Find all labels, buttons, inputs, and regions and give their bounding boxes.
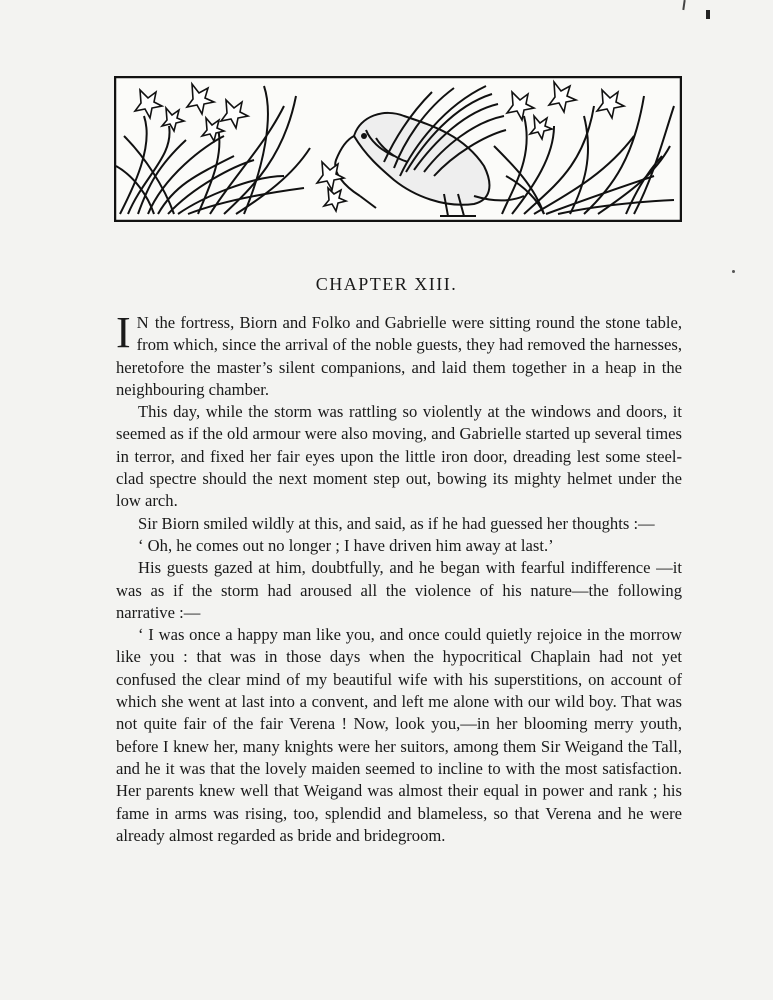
paragraph: His guests gazed at him, doubtfully, and he began with fearful indifference —it was as if the storm had aroused all the violence of his nature—the following narrative :— [116, 558, 682, 622]
first-word: N [136, 313, 150, 332]
paragraph-text: the fortress, Biorn and Folko and Gabrielle were sitting round the stone table, from which, since the arrival of the noble guests, they had removed the harnesses, heretofore the master’s silent companions, and laid them together in a heap in the neighbouring chamber. [116, 313, 682, 399]
paragraph: Sir Biorn smiled wildly at this, and said, as if he had guessed her thoughts :— [138, 513, 655, 533]
page-edge-mark [706, 10, 710, 19]
paragraph: ‘ I was once a happy man like you, and once could quietly rejoice in the morrow like you : that was in those days when the hypocritical Chaplain had not yet confused the clear mind of my beautiful wife with his superstitions, on account of which she went at last into a convent, and left me alone with our wild boy. That was not quite fair of the fair Verena ! Now, look you,—in her blooming merry youth, before I knew her, many knights were her suitors, among them Sir Weigand the Tall, and he it was that the lovely maiden seemed to incline to with the most satisfaction. Her parents knew well that Weigand was almost their equal in power and rank ; his fame in arms was rising, too, splendid and blameless, so that Verena and he were already almost regarded as bride and bridegroom. [116, 625, 682, 845]
chapter-title: CHAPTER XIII. [315, 274, 458, 294]
paragraph [116, 308, 682, 401]
ink-speck [732, 270, 735, 273]
paragraph: This day, while the storm was rattling so violently at the windows and doors, it seemed as if the old armour were also moving, and Gabrielle started up several times in terror, and fixed her fair eyes upon the little iron door, dreading lest some steel-clad spectre should the next moment step out, bowing its mighty helmet under the low arch. [116, 402, 682, 511]
page-edge-mark [682, 0, 685, 10]
drop-cap: I [116, 308, 131, 357]
body-text [116, 308, 682, 847]
paragraph: ‘ Oh, he comes out no longer ; I have driven him away at last.’ [138, 535, 554, 555]
bird-and-daffodils-woodcut-icon [114, 76, 682, 222]
